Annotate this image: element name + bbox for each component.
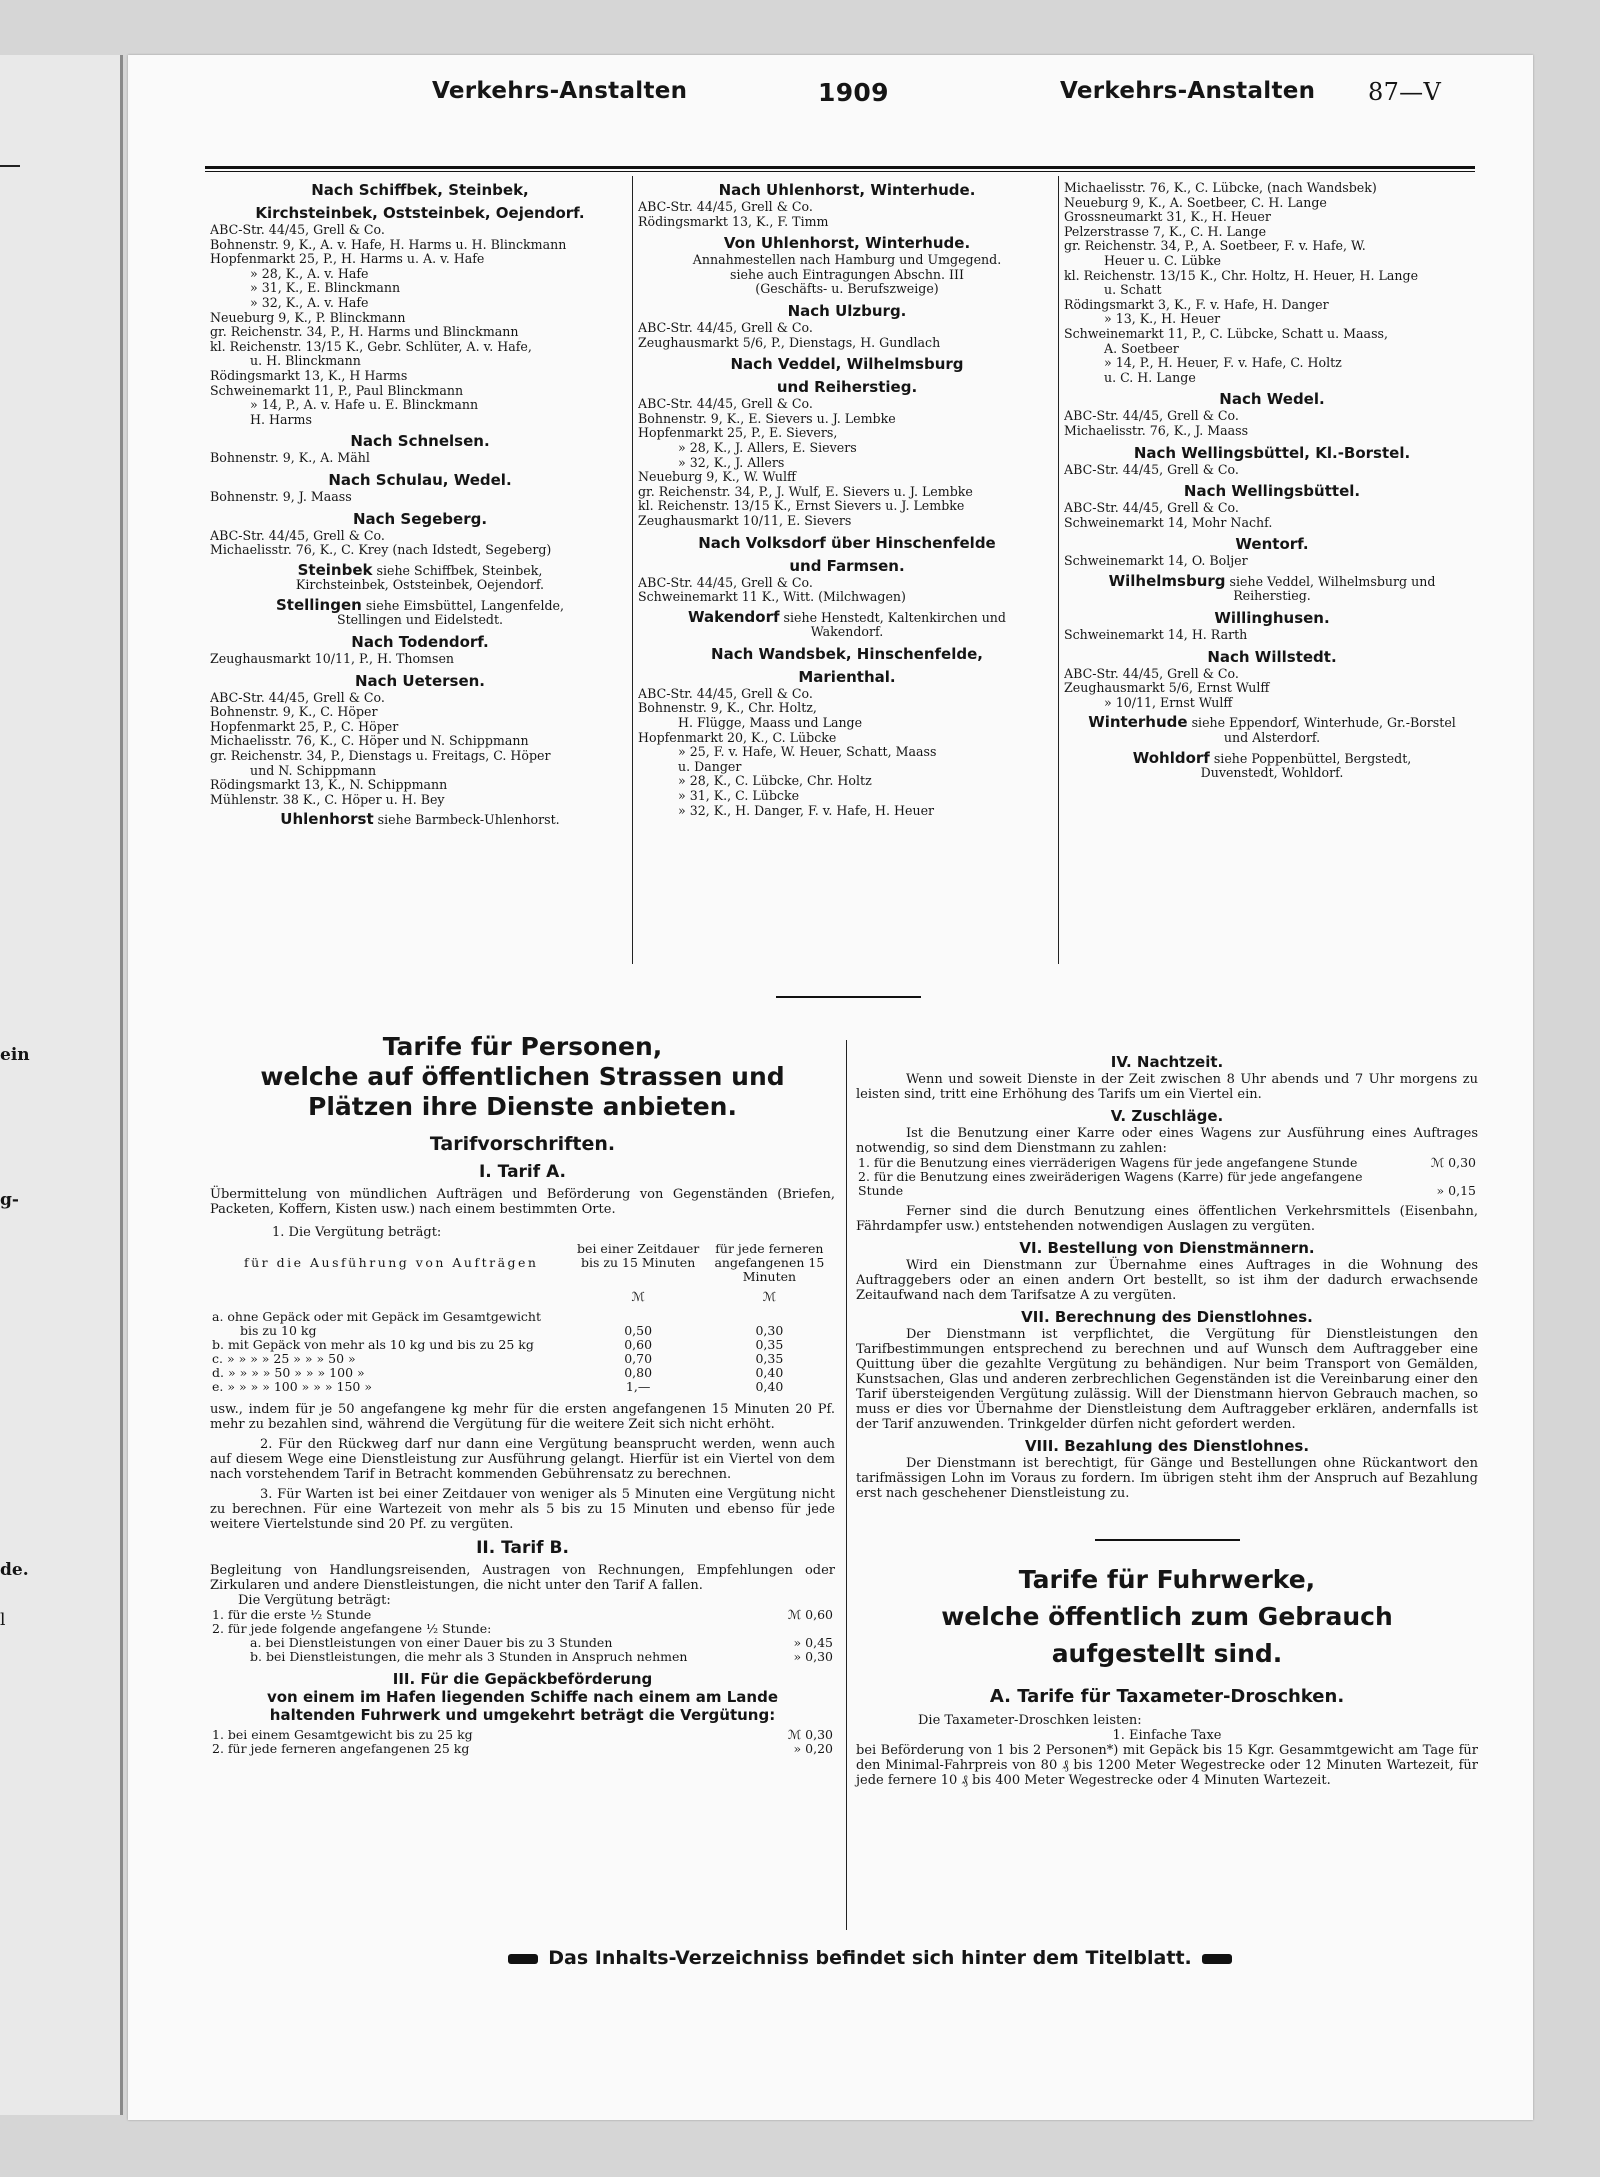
entry-line xyxy=(210,812,630,828)
entry-heading: Nach Wandsbek, Hinschenfelde, xyxy=(711,644,983,663)
entry-line: u. H. Blinckmann xyxy=(250,354,361,369)
tarif-a-intro: Übermittelung von mündlichen Aufträgen und Beförderung von Gegenständen (Briefen, Packeten, Koffern, Kisten usw.) nach einem bestimmten Orte. xyxy=(210,1187,835,1217)
tarif-row xyxy=(210,1728,835,1742)
tarif-row-label: 2. für die Benutzung eines zweiräderigen Wagens (Karre) für jede angefangene Stunde xyxy=(858,1169,1363,1198)
berechnung-heading: VII. Berechnung des Dienstlohnes. xyxy=(1021,1308,1313,1326)
directory-column-3 xyxy=(1064,176,1480,781)
directory-entry xyxy=(210,673,630,808)
tarif-c-line: III. Für die Gepäckbeförderung xyxy=(392,1670,653,1688)
entry-heading: Nach Wellingsbüttel, Kl.-Borstel. xyxy=(1133,443,1411,462)
entry-line: Kirchsteinbek, Oststeinbek, Oejendorf. xyxy=(295,577,545,593)
directory-entry xyxy=(638,182,1056,229)
entry-heading: Nach Schnelsen. xyxy=(350,432,490,451)
tarif-value-b: 0,35 xyxy=(755,1337,784,1352)
entry-line: Michaelisstr. 76, K., C. Höper und N. Schippmann xyxy=(210,734,529,749)
entry-line: H. Flügge, Maass und Lange xyxy=(678,716,863,731)
entry-line: Michaelisstr. 76, K., C. Krey (nach Idstedt, Segeberg) xyxy=(210,543,552,558)
tarifvorschriften-heading: Tarifvorschriften. xyxy=(429,1133,616,1155)
tarif-row-value: ℳ 0,60 xyxy=(787,1607,833,1622)
tarif-c-line: von einem im Hafen liegenden Schiffe nach einem am Lande xyxy=(266,1688,779,1706)
b-verguetung: Die Vergütung beträgt: xyxy=(238,1593,391,1608)
entry-line: » 13, K., H. Heuer xyxy=(1104,312,1221,327)
strip-fragment: de. xyxy=(0,1560,29,1580)
header-right: Verkehrs-Anstalten xyxy=(1060,78,1316,104)
directory-column-1 xyxy=(210,176,630,828)
entry-line: ABC-Str. 44/45, Grell & Co. xyxy=(210,690,385,705)
directory-entry xyxy=(638,356,1056,528)
directory-entry xyxy=(1064,181,1480,385)
directory-entry xyxy=(638,607,1056,640)
entry-line: u. Schatt xyxy=(1104,283,1162,298)
tarif-rules-section xyxy=(856,1048,1478,1788)
entry-heading: Nach Volksdorf über Hinschenfelde xyxy=(698,533,996,552)
entry-line: » 31, K., E. Blinckmann xyxy=(250,281,401,296)
directory-entry xyxy=(210,472,630,505)
table-col-a: bei einer Zeitdauer bis zu 15 Minuten xyxy=(577,1241,700,1270)
tarif-row-value: » 0,15 xyxy=(1436,1183,1476,1198)
entry-line: » 32, K., A. v. Hafe xyxy=(250,295,369,310)
tarif-row-label: 2. für jede folgende angefangene ½ Stunde: xyxy=(212,1621,492,1636)
directory-entry xyxy=(1064,649,1480,711)
zuschlaege-table xyxy=(856,1156,1478,1198)
entry-line: Hopfenmarkt 25, P., E. Sievers, xyxy=(638,426,838,441)
rueckweg-text: 2. Für den Rückweg darf nur dann eine Vergütung beansprucht werden, wenn auch auf diesem Wege eine Dienstleistung zur Ausführung gelangt. Hierfür ist ein Viertel von dem nach vorstehendem Tarif in Betracht kommenden Gebührensatz zu berechnen. xyxy=(210,1437,835,1482)
row-label-text: d. » » » » 50 » » » 100 » xyxy=(212,1365,365,1380)
entry-line: Bohnenstr. 9, K., Chr. Holtz, xyxy=(638,701,817,716)
row-label-cont: bis zu 10 kg xyxy=(240,1323,317,1338)
entry-line: Hopfenmarkt 25, P., C. Höper xyxy=(210,719,399,734)
directory-entry xyxy=(1064,610,1480,643)
tarif-row xyxy=(210,1608,835,1622)
entry-line: ABC-Str. 44/45, Grell & Co. xyxy=(1064,462,1239,477)
tarif-value-b: 0,35 xyxy=(755,1351,784,1366)
tarif-row xyxy=(856,1156,1478,1170)
directory-entry xyxy=(1064,536,1480,569)
entry-line: Bohnenstr. 9, K., E. Sievers u. J. Lembke xyxy=(638,411,896,426)
tarif-b-heading: II. Tarif B. xyxy=(476,1538,569,1558)
tarif-row xyxy=(210,1622,835,1636)
row-label-text: b. mit Gepäck von mehr als 10 kg und bis zu 25 kg xyxy=(212,1337,534,1352)
entry-line: Zeughausmarkt 10/11, P., H. Thomsen xyxy=(210,652,455,667)
entry-lead: Uhlenhorst xyxy=(280,810,374,829)
tarif-title-line: welche auf öffentlichen Strassen und xyxy=(260,1062,785,1091)
directory-entry xyxy=(210,634,630,667)
entry-line: » 31, K., C. Lübcke xyxy=(678,789,800,804)
row-label-text: e. » » » » 100 » » » 150 » xyxy=(212,1379,373,1394)
entry-line: ABC-Str. 44/45, Grell & Co. xyxy=(1064,666,1239,681)
tarif-row xyxy=(856,1170,1478,1198)
directory-entry xyxy=(210,433,630,466)
entry-text: siehe Eppendorf, Winterhude, Gr.-Borstel xyxy=(1191,715,1456,731)
entry-text: siehe Veddel, Wilhelmsburg und xyxy=(1229,573,1436,589)
berechnung-text: Der Dienstmann ist verpflichtet, die Vergütung für Dienstleistungen den Tarifbestimmungen entsprechend zu berechnen und auf Wunsch dem Auftraggeber eine Quittung über die gezahlte Vergütung zu behändigen. Nur beim Transport von Gemälden, Kunstsachen, Glas und anderen zerbrechlichen Gegenständen ist die Vereinbarung einer den Tarif übersteigenden Vergütung zulässig. Will der Dienstmann hiervon Gebrauch machen, so muss er dies vor Übernahme der Dienstleistung dem Auftraggeber erklären, andernfalls ist der Tarif anzuwenden. Trinkgelder dürfen nicht gefordert werden. xyxy=(856,1327,1478,1432)
tarif-c-table xyxy=(210,1728,835,1756)
entry-line: Schweinemarkt 14, Mohr Nachf. xyxy=(1064,515,1273,530)
tarif-value-b: 0,40 xyxy=(755,1379,784,1394)
usw-text: usw., indem für je 50 angefangene kg mehr für die ersten angefangenen 15 Minuten 20 Pf. mehr zu bezahlen sind, während die Vergütung für die weitere Zeit sich nicht erhöht. xyxy=(210,1402,835,1432)
entry-line: kl. Reichenstr. 13/15 K., Gebr. Schlüter, A. v. Hafe, xyxy=(210,339,532,354)
footer-notice xyxy=(470,1947,1270,1969)
bestellung-heading: VI. Bestellung von Dienstmännern. xyxy=(1019,1239,1315,1257)
section-rule xyxy=(1095,1539,1240,1541)
entry-line: Rödingsmarkt 3, K., F. v. Hafe, H. Danger xyxy=(1064,297,1329,312)
directory-entry xyxy=(1064,391,1480,438)
directory-entry xyxy=(638,303,1056,350)
entry-heading: Nach Uetersen. xyxy=(354,671,486,690)
unit: ℳ xyxy=(762,1289,777,1304)
directory-entry xyxy=(638,535,1056,605)
column-divider xyxy=(846,1040,847,1930)
entry-line: » 32, K., J. Allers xyxy=(678,455,785,470)
tarif-row-label xyxy=(210,1310,573,1338)
tarif-row xyxy=(210,1352,835,1366)
entry-text: siehe Poppenbüttel, Bergstedt, xyxy=(1213,750,1412,766)
directory-entry xyxy=(1064,483,1480,530)
directory-entry xyxy=(1064,571,1480,604)
entry-line: Schweinemarkt 14, O. Boljer xyxy=(1064,554,1248,569)
einfache-taxe: 1. Einfache Taxe xyxy=(1112,1728,1222,1743)
header-left: Verkehrs-Anstalten xyxy=(432,78,688,104)
entry-line: Bohnenstr. 9, K., A. Mähl xyxy=(210,451,370,466)
entry-line: Michaelisstr. 76, K., C. Lübcke, (nach Wandsbek) xyxy=(1064,181,1377,195)
entry-line: Reiherstieg. xyxy=(1233,588,1311,604)
entry-line: » 28, K., A. v. Hafe xyxy=(250,266,369,281)
entry-heading: Nach Veddel, Wilhelmsburg xyxy=(730,355,964,374)
entry-line: Hopfenmarkt 20, K., C. Lübcke xyxy=(638,730,837,745)
entry-line: Heuer u. C. Lübke xyxy=(1104,253,1221,268)
fuhrwerke-title-line: welche öffentlich zum Gebrauch xyxy=(941,1602,1393,1631)
entry-line: Bohnenstr. 9, K., A. v. Hafe, H. Harms u. H. Blinckmann xyxy=(210,237,567,252)
entry-line: ABC-Str. 44/45, Grell & Co. xyxy=(638,575,813,590)
entry-line: (Geschäfts- u. Berufszweige) xyxy=(755,282,939,297)
tarif-row-value: ℳ 0,30 xyxy=(787,1727,833,1742)
header-rule xyxy=(205,166,1475,169)
tarif-row xyxy=(210,1338,835,1352)
entry-heading: Nach Willstedt. xyxy=(1207,647,1337,666)
entry-line: Duvenstedt, Wohldorf. xyxy=(1200,765,1344,781)
strip-rule xyxy=(0,165,20,167)
directory-entry xyxy=(1064,715,1480,745)
tarif-row-label: b. bei Dienstleistungen, die mehr als 3 Stunden in Anspruch nehmen xyxy=(250,1649,688,1664)
tarif-value-a: 1,— xyxy=(625,1379,651,1394)
footer-text: Das Inhalts-Verzeichniss befindet sich hinter dem Titelblatt. xyxy=(548,1947,1192,1969)
entry-line: » 10/11, Ernst Wulff xyxy=(1104,695,1233,710)
entry-heading: Nach Schulau, Wedel. xyxy=(328,470,512,489)
entry-line: » 14, P., H. Heuer, F. v. Hafe, C. Holtz xyxy=(1104,356,1342,371)
entry-heading: Nach Todendorf. xyxy=(351,633,489,652)
entry-heading: Nach Uhlenhorst, Winterhude. xyxy=(718,181,976,199)
entry-line: » 28, K., C. Lübcke, Chr. Holtz xyxy=(678,774,872,789)
nachtzeit-text: Wenn und soweit Dienste in der Zeit zwischen 8 Uhr abends und 7 Uhr morgens zu leisten sind, tritt eine Erhöhung des Tarifs um ein Viertel ein. xyxy=(856,1072,1478,1102)
entry-line: kl. Reichenstr. 13/15 K., Ernst Sievers u. J. Lembke xyxy=(638,499,965,514)
fuhrwerke-title-line: aufgestellt sind. xyxy=(1051,1639,1283,1668)
bestellung-text: Wird ein Dienstmann zur Übernahme eines Auftrages in die Wohnung des Auftraggebers oder an einen andern Ort bestellt, so ist ihm der dadurch erwachsende Zeitaufwand nach dem Tarifsatze A zu vergüten. xyxy=(856,1258,1478,1303)
strip-fragment: g- xyxy=(0,1190,19,1210)
entry-line: gr. Reichenstr. 34, P., Dienstags u. Freitags, C. Höper xyxy=(210,749,551,764)
taxameter-text: bei Beförderung von 1 bis 2 Personen*) mit Gepäck bis 15 Kgr. Gesammtgewicht am Tage für den Minimal-Fahrpreis von 80 ₰ bis 1200 Meter Wegestrecke oder 12 Minuten Wartezeit, für jede fernere 10 ₰ bis 400 Meter Wegestrecke oder 4 Minuten Wartezeit. xyxy=(856,1743,1478,1788)
entry-line: Hopfenmarkt 25, P., H. Harms u. A. v. Hafe xyxy=(210,252,485,267)
zuschlaege-text: Ist die Benutzung einer Karre oder eines Wagens zur Ausführung eines Auftrages notwendig, so sind dem Dienstmann zu zahlen: xyxy=(856,1126,1478,1156)
tarif-value-a: 0,50 xyxy=(624,1323,653,1338)
entry-line xyxy=(1064,715,1480,731)
table-col-label: für die Ausführung von Aufträgen xyxy=(244,1255,539,1270)
entry-line: Schweinemarkt 14, H. Rarth xyxy=(1064,628,1248,643)
entry-line: Schweinemarkt 11, P., C. Lübcke, Schatt u. Maass, xyxy=(1064,326,1388,341)
entry-line: gr. Reichenstr. 34, P., J. Wulf, E. Sievers u. J. Lembke xyxy=(638,484,973,499)
tarif-row-label xyxy=(210,1352,573,1366)
directory-entry xyxy=(1064,748,1480,781)
directory-entry xyxy=(638,235,1056,297)
fuhrwerke-title-line: Tarife für Fuhrwerke, xyxy=(1018,1565,1316,1594)
pointing-hand-icon xyxy=(508,1954,538,1964)
strip-fragment: l xyxy=(0,1610,6,1630)
entry-line xyxy=(210,560,630,579)
tarif-row-value: ℳ 0,30 xyxy=(1430,1155,1476,1170)
entry-heading: Nach Wedel. xyxy=(1219,390,1325,409)
entry-heading: Nach Segeberg. xyxy=(352,509,488,528)
tarif-c-heading xyxy=(210,1670,835,1724)
entry-line: gr. Reichenstr. 34, P., H. Harms und Blinckmann xyxy=(210,325,519,340)
entry-heading: Von Uhlenhorst, Winterhude. xyxy=(723,234,971,253)
entry-line xyxy=(210,595,630,614)
entry-line: Neueburg 9, K., A. Soetbeer, C. H. Lange xyxy=(1064,195,1327,210)
tarif-title-line: Tarife für Personen, xyxy=(382,1032,663,1061)
entry-line: u. C. H. Lange xyxy=(1104,370,1196,385)
entry-line: Bohnenstr. 9, J. Maass xyxy=(210,489,352,504)
entry-line: Mühlenstr. 38 K., C. Höper u. H. Bey xyxy=(210,792,445,807)
entry-heading: Nach Ulzburg. xyxy=(787,301,907,320)
bezahlung-heading: VIII. Bezahlung des Dienstlohnes. xyxy=(1024,1437,1310,1455)
entry-heading: Wentorf. xyxy=(1235,535,1309,554)
entry-line xyxy=(638,607,1056,626)
header-rule-thin xyxy=(205,171,1475,172)
entry-heading: Kirchsteinbek, Oststeinbek, Oejendorf. xyxy=(255,204,585,222)
entry-line: Pelzerstrasse 7, K., C. H. Lange xyxy=(1064,224,1267,239)
header-year: 1909 xyxy=(818,78,889,107)
entry-line: kl. Reichenstr. 13/15 K., Chr. Holtz, H. Heuer, H. Lange xyxy=(1064,268,1419,283)
tarif-row-label: 1. für die erste ½ Stunde xyxy=(212,1607,372,1622)
entry-line: Zeughausmarkt 10/11, E. Sievers xyxy=(638,513,852,528)
tarif-row-label: a. bei Dienstleistungen von einer Dauer bis zu 3 Stunden xyxy=(250,1635,613,1650)
tarif-row xyxy=(210,1366,835,1380)
entry-text: siehe Eimsbüttel, Langenfelde, xyxy=(365,597,565,613)
entry-line: ABC-Str. 44/45, Grell & Co. xyxy=(1064,501,1239,516)
entry-line: Neueburg 9, K., P. Blinckmann xyxy=(210,310,406,325)
entry-line: u. Danger xyxy=(678,759,742,774)
directory-entry xyxy=(210,560,630,593)
directory-entry xyxy=(210,511,630,558)
section-rule xyxy=(776,996,921,998)
directory-entry xyxy=(210,182,630,427)
entry-line: Stellingen und Eidelstedt. xyxy=(336,612,504,628)
entry-line: und N. Schippmann xyxy=(250,763,377,778)
page-number: 87—V xyxy=(1368,78,1442,106)
entry-line: Zeughausmarkt 5/6, P., Dienstags, H. Gundlach xyxy=(638,335,941,350)
directory-entry xyxy=(1064,445,1480,478)
tarif-row-label xyxy=(210,1366,573,1380)
entry-heading: Willinghusen. xyxy=(1214,609,1330,628)
entry-line: A. Soetbeer xyxy=(1104,341,1179,356)
entry-lead: Steinbek xyxy=(297,560,373,579)
zuschlaege-heading: V. Zuschläge. xyxy=(1110,1107,1224,1125)
column-divider xyxy=(1058,176,1059,964)
previous-page-edge xyxy=(0,55,123,2115)
tarif-row-value xyxy=(761,1622,835,1636)
entry-line: Bohnenstr. 9, K., C. Höper xyxy=(210,705,378,720)
entry-line: ABC-Str. 44/45, Grell & Co. xyxy=(210,223,385,237)
entry-line: ABC-Str. 44/45, Grell & Co. xyxy=(638,686,813,701)
nachtzeit-heading: IV. Nachtzeit. xyxy=(1110,1053,1224,1071)
directory-entry xyxy=(638,646,1056,818)
entry-line: ABC-Str. 44/45, Grell & Co. xyxy=(638,320,813,335)
entry-text: siehe Barmbeck-Uhlenhorst. xyxy=(377,812,560,828)
entry-line: Rödingsmarkt 13, K., N. Schippmann xyxy=(210,778,448,793)
tarif-row xyxy=(210,1380,835,1394)
tarif-b-table xyxy=(210,1608,835,1664)
taxameter-heading: A. Tarife für Taxameter-Droschken. xyxy=(989,1686,1345,1707)
verguetung-heading: 1. Die Vergütung beträgt: xyxy=(272,1225,442,1240)
entry-line: ABC-Str. 44/45, Grell & Co. xyxy=(638,397,813,412)
entry-line xyxy=(1064,571,1480,590)
tarif-row-label: 2. für jede ferneren angefangenen 25 kg xyxy=(212,1741,470,1756)
entry-line: gr. Reichenstr. 34, P., A. Soetbeer, F. v. Hafe, W. xyxy=(1064,239,1366,254)
column-divider xyxy=(632,176,633,964)
tarif-value-a: 0,70 xyxy=(624,1351,653,1366)
tarif-row-label: 1. bei einem Gesamtgewicht bis zu 25 kg xyxy=(212,1727,473,1742)
entry-line: ABC-Str. 44/45, Grell & Co. xyxy=(210,528,385,543)
entry-line: » 25, F. v. Hafe, W. Heuer, Schatt, Maass xyxy=(678,745,937,760)
tarif-value-b: 0,40 xyxy=(755,1365,784,1380)
entry-line: ABC-Str. 44/45, Grell & Co. xyxy=(638,200,813,214)
entry-line: Michaelisstr. 76, K., J. Maass xyxy=(1064,423,1249,438)
entry-line: » 28, K., J. Allers, E. Sievers xyxy=(678,440,857,455)
entry-heading: Nach Schiffbek, Steinbek, xyxy=(311,181,529,199)
entry-line: ABC-Str. 44/45, Grell & Co. xyxy=(1064,409,1239,424)
tarif-title-line: Plätzen ihre Dienste anbieten. xyxy=(308,1092,737,1121)
bezahlung-text: Der Dienstmann ist berechtigt, für Gänge und Bestellungen ohne Rückantwort den tarifmässigen Lohn im Voraus zu fordern. Im übrigen steht ihm der Anspruch auf Bezahlung erst nach geschehener Dienstleistung zu. xyxy=(856,1456,1478,1501)
strip-fragment: ein xyxy=(0,1045,30,1065)
entry-lead: Winterhude xyxy=(1088,713,1188,732)
row-label-text: c. » » » » 25 » » » 50 » xyxy=(212,1351,356,1366)
entry-line: Schweinemarkt 11 K., Witt. (Milchwagen) xyxy=(638,590,906,605)
unit: ℳ xyxy=(631,1289,645,1304)
tarif-row-value: » 0,30 xyxy=(793,1649,833,1664)
entry-line: Rödingsmarkt 13, K., H Harms xyxy=(210,368,408,383)
tarif-row xyxy=(210,1636,835,1650)
tarif-row-label xyxy=(210,1338,573,1352)
entry-line: Annahmestellen nach Hamburg und Umgegend. xyxy=(692,253,1002,268)
entry-text: siehe Schiffbek, Steinbek, xyxy=(376,562,543,578)
directory-column-2 xyxy=(638,176,1056,818)
entry-line: Wakendorf. xyxy=(810,624,884,640)
entry-line: » 14, P., A. v. Hafe u. E. Blinckmann xyxy=(250,398,479,413)
tarif-value-a: 0,80 xyxy=(624,1365,653,1380)
tarif-row xyxy=(210,1650,835,1664)
tarif-value-a: 0,60 xyxy=(624,1337,653,1352)
tarif-row-label xyxy=(210,1380,573,1394)
ferner-text: Ferner sind die durch Benutzung eines öffentlichen Verkehrsmittels (Eisenbahn, Fährdampfer usw.) entstehenden notwendigen Auslagen zu vergüten. xyxy=(856,1204,1478,1234)
table-col-b: für jede ferneren angefangenen 15 Minuten xyxy=(714,1241,825,1284)
directory-entry xyxy=(210,595,630,628)
entry-heading: Nach Wellingsbüttel. xyxy=(1183,482,1361,501)
entry-line: » 32, K., H. Danger, F. v. Hafe, H. Heuer xyxy=(678,803,935,818)
tarif-row xyxy=(210,1310,835,1338)
entry-line: Grossneumarkt 31, K., H. Heuer xyxy=(1064,210,1271,225)
tarif-personen-section xyxy=(210,1032,835,1756)
entry-heading: Marienthal. xyxy=(798,667,896,686)
tarif-c-line: haltenden Fuhrwerk und umgekehrt beträgt die Vergütung: xyxy=(269,1706,776,1724)
tarif-value-b: 0,30 xyxy=(755,1323,784,1338)
entry-line: Neueburg 9, K., W. Wulff xyxy=(638,470,796,485)
entry-lead: Stellingen xyxy=(275,595,362,614)
entry-lead: Wakendorf xyxy=(688,607,780,626)
row-label-text: a. ohne Gepäck oder mit Gepäck im Gesamtgewicht xyxy=(212,1309,542,1324)
entry-line: H. Harms xyxy=(250,412,312,427)
tarif-row-value: » 0,20 xyxy=(793,1741,833,1756)
entry-lead: Wohldorf xyxy=(1132,748,1210,767)
entry-text: siehe Henstedt, Kaltenkirchen und xyxy=(783,609,1006,625)
entry-line: und Alsterdorf. xyxy=(1223,730,1321,746)
running-header xyxy=(80,78,1480,118)
tarif-a-table xyxy=(210,1242,835,1394)
tarif-row xyxy=(210,1742,835,1756)
entry-line xyxy=(1064,748,1480,767)
entry-heading: und Farmsen. xyxy=(789,556,905,575)
tarif-row-label: 1. für die Benutzung eines vierräderigen Wagens für jede angefangene Stunde xyxy=(858,1155,1358,1170)
entry-line: Schweinemarkt 11, P., Paul Blinckmann xyxy=(210,383,464,398)
entry-line: siehe auch Eintragungen Abschn. III xyxy=(730,267,964,282)
pointing-hand-icon xyxy=(1202,1954,1232,1964)
tarif-a-heading: I. Tarif A. xyxy=(478,1162,567,1182)
tarif-row-value: » 0,45 xyxy=(793,1635,833,1650)
directory-entry xyxy=(210,812,630,828)
entry-heading: und Reiherstieg. xyxy=(776,378,918,397)
entry-line: Zeughausmarkt 5/6, Ernst Wulff xyxy=(1064,681,1270,696)
entry-lead: Wilhelmsburg xyxy=(1108,571,1226,590)
warten-text: 3. Für Warten ist bei einer Zeitdauer von weniger als 5 Minuten eine Vergütung nicht zu berechnen. Für eine Wartezeit von mehr als 5 bis zu 15 Minuten und ebenso für jede weitere Viertelstunde sind 20 Pf. zu vergüten. xyxy=(210,1487,835,1532)
tarif-b-intro: Begleitung von Handlungsreisenden, Austragen von Rechnungen, Empfehlungen oder Zirkularen und andere Dienstleistungen, die nicht unter den Tarif A fallen. xyxy=(210,1563,835,1593)
entry-line: Rödingsmarkt 13, K., F. Timm xyxy=(638,214,829,229)
taxameter-intro: Die Taxameter-Droschken leisten: xyxy=(918,1713,1142,1728)
